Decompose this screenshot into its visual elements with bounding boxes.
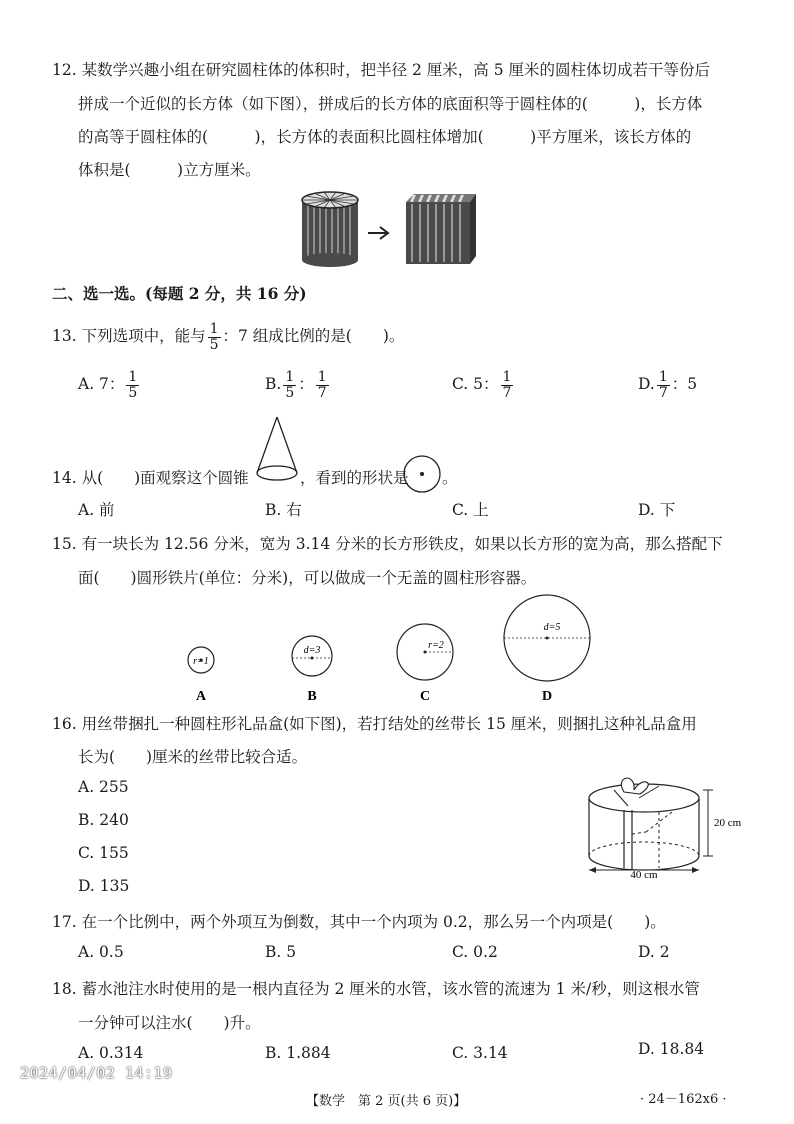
q14-part1: 14. 从( )面观察这个圆锥	[52, 469, 249, 487]
circle-label-d: D	[541, 689, 553, 704]
q12-line3: 的高等于圆柱体的( )，长方体的表面积比圆柱体增加( )平方厘米，该长方体的	[78, 128, 692, 146]
circle-with-dot-icon	[402, 454, 442, 494]
q17-option-c: C. 0.2	[452, 943, 498, 961]
width-label: 40 cm	[630, 869, 658, 881]
q16-line2: 长为( )厘米的丝带比较合适。	[78, 748, 308, 766]
q18-option-d: D. 18.84	[638, 1040, 705, 1058]
q14-part2: ，看到的形状是	[300, 469, 409, 487]
width-dimension	[589, 867, 699, 881]
rectangular-prism-icon	[406, 194, 476, 264]
q12-line2: 拼成一个近似的长方体（如下图），拼成后的长方体的底面积等于圆柱体的( )，长方体	[78, 95, 703, 113]
q16-option-b: B. 240	[78, 811, 129, 829]
q18-line1: 18. 蓄水池注水时使用的是一根内直径为 2 厘米的水管，该水管的流速为 1 米/秒，则这根水管	[52, 980, 700, 998]
circle-option-b	[292, 636, 332, 676]
circle-label-a: A	[195, 689, 207, 704]
q18-option-b: B. 1.884	[265, 1044, 331, 1062]
q18-option-c: C. 3.14	[452, 1044, 508, 1062]
section2-heading: 二、选一选。(每题 2 分，共 16 分)	[52, 284, 307, 303]
page-footer-info: 【数学 第 2 页(共 6 页)】	[306, 1094, 467, 1109]
q17-line1: 17. 在一个比例中，两个外项互为倒数，其中一个内项为 0.2，那么另一个内项是( )。	[52, 913, 666, 931]
q18-option-a: A. 0.314	[78, 1044, 144, 1062]
label-r2: r=2	[428, 640, 444, 651]
q15-line1: 15. 有一块长为 12.56 分米，宽为 3.14 分米的长方形铁皮，如果以长方形的宽为高，那么搭配下	[52, 535, 723, 553]
timestamp-stamp: 2024/04/02 14:19	[20, 1064, 173, 1082]
q12-line4: 体积是( )立方厘米。	[78, 161, 261, 179]
q16-line1: 16. 用丝带捆扎一种圆柱形礼品盒(如下图)，若打结处的丝带长 15 厘米，则捆扎这种礼品盒用	[52, 715, 697, 733]
ribbon-icon	[614, 778, 672, 869]
q17-option-a: A. 0.5	[78, 943, 124, 961]
q12-figure	[300, 190, 490, 272]
q12-line1: 12. 某数学兴趣小组在研究圆柱体的体积时，把半径 2 厘米，高 5 厘米的圆柱体切成若干等份后	[52, 61, 711, 79]
circle-label-c: C	[419, 689, 431, 704]
q13-option-c: C. 5： $\frac{1}{7}$	[452, 368, 512, 401]
sliced-cylinder-icon	[302, 192, 358, 267]
q17-option-d: D. 2	[638, 943, 670, 961]
q13-option-b: B. $\frac{1}{5}$ ： $\frac{1}{7}$	[265, 368, 327, 401]
q13-stem	[52, 318, 404, 354]
q13-fraction: $\frac{1}{5}$	[209, 320, 219, 353]
arrow-right-icon	[368, 227, 388, 239]
circle-option-a	[188, 647, 214, 673]
q13-suffix: ：7 组成比例的是( )。	[222, 327, 405, 345]
q18-line2: 一分钟可以注水( )升。	[78, 1014, 261, 1032]
q16-option-a: A. 255	[78, 778, 129, 796]
label-d3: d=3	[303, 645, 321, 656]
gift-box-cylinder-figure	[584, 772, 744, 882]
q14-option-b: B. 右	[265, 501, 302, 519]
height-label: 20 cm	[714, 817, 742, 829]
q16-option-d: D. 135	[78, 877, 130, 895]
q13-prefix: 13. 下列选项中，能与	[52, 327, 206, 345]
q13-option-d: D. $\frac{1}{7}$ ：5	[638, 368, 698, 401]
cone-icon	[254, 415, 300, 485]
page-footer-code: · 24－162x6 ·	[640, 1092, 727, 1107]
q15-line2: 面( )圆形铁片(单位：分米)，可以做成一个无盖的圆柱形容器。	[78, 569, 537, 587]
q14-option-a: A. 前	[78, 501, 115, 519]
q14-part3: 。	[442, 469, 458, 487]
q14-option-d: D. 下	[638, 501, 676, 519]
q17-option-b: B. 5	[265, 943, 297, 961]
q14-option-c: C. 上	[452, 501, 489, 519]
label-d5: d=5	[543, 622, 561, 633]
q15-circles-figure	[180, 596, 600, 706]
q16-option-c: C. 155	[78, 844, 129, 862]
label-r1: r=1	[193, 656, 209, 667]
circle-option-c	[397, 624, 453, 680]
height-dimension	[703, 790, 742, 856]
circle-option-d	[504, 595, 590, 681]
q13-option-a: A. 7： $\frac{1}{5}$	[78, 368, 138, 401]
circle-label-b: B	[307, 689, 317, 704]
